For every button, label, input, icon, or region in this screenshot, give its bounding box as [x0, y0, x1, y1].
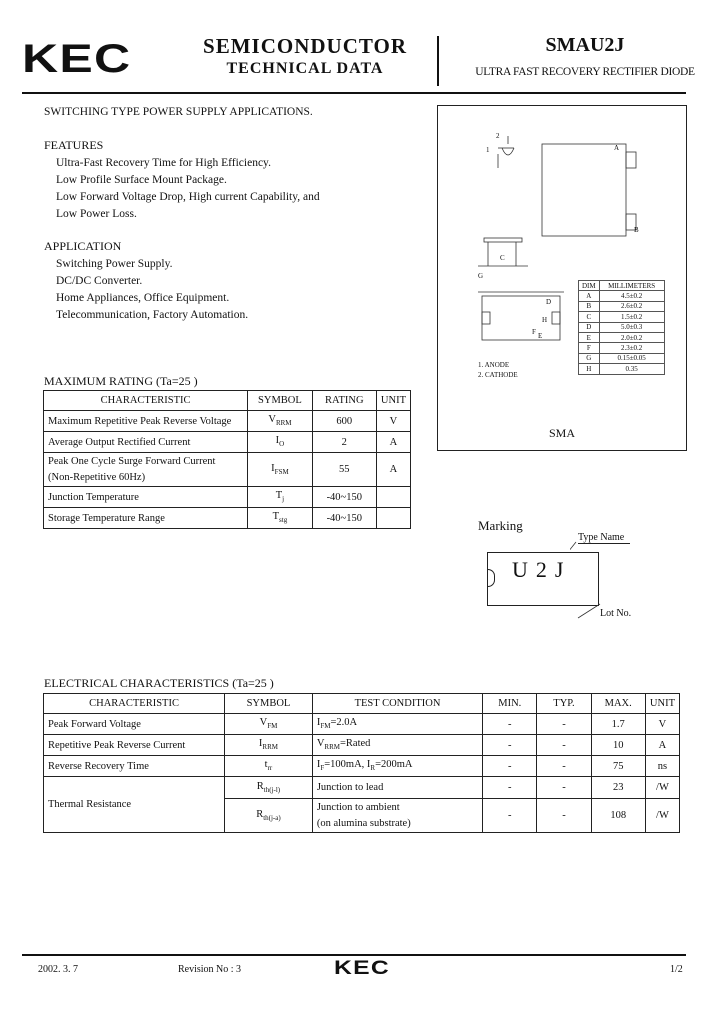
- dim-letter-e: E: [538, 332, 543, 340]
- dimension-table-header: [579, 281, 665, 291]
- dimension-row: G 0.15±0.05: [579, 353, 665, 363]
- dim-letter-d: D: [546, 298, 552, 306]
- features-heading: FEATURES: [44, 138, 104, 152]
- electrical-row-thermal-ambient: $R_{th(j-a)}$ Junction to ambient (on alumina substrate) - - 108 /W: [44, 799, 680, 833]
- footer-rule: [22, 954, 686, 956]
- application-item: Telecommunication, Factory Automation.: [56, 309, 249, 321]
- dim-col-header: DIM: [579, 281, 600, 291]
- footer-page: 1/2: [670, 964, 683, 975]
- mm-col-header: MILLIMETERS: [599, 281, 664, 291]
- feature-item: Low Forward Voltage Drop, High current Capability, and: [56, 191, 320, 203]
- application-item: Switching Power Supply.: [56, 258, 173, 270]
- footer-date: 2002. 3. 7: [38, 964, 78, 975]
- dim-letter-g: G: [478, 272, 484, 280]
- dim-letter-b: B: [634, 226, 639, 234]
- marking-lot-label: Lot No.: [600, 608, 632, 619]
- max-rating-row: Storage Temperature Range $T_{stg}$ -40~150: [44, 508, 411, 529]
- part-number: SMAU2J: [545, 34, 625, 56]
- header-separator: [437, 36, 439, 86]
- electrical-row-thermal-lead: Thermal Resistance $R_{th(j-l)}$ Junction to lead - - 23 /W: [44, 777, 680, 799]
- application-heading: APPLICATION: [44, 239, 122, 253]
- marking-code: U2J: [512, 557, 572, 582]
- electrical-table: [43, 693, 680, 833]
- dimension-row: H 0.35: [579, 364, 665, 374]
- header-rule: [22, 92, 686, 94]
- package-outline-box: [437, 105, 687, 451]
- max-rating-row: Peak One Cycle Surge Forward Current (Non-Repetitive 60Hz) $I_{FSM}$ 55 A: [44, 453, 411, 487]
- pin-legend: 1. ANODE 2. CATHODE: [478, 361, 518, 379]
- dim-letter-h: H: [542, 316, 548, 324]
- part-description: ULTRA FAST RECOVERY RECTIFIER DIODE: [475, 66, 695, 78]
- application-item: Home Appliances, Office Equipment.: [56, 292, 230, 304]
- max-rating-row: Average Output Rectified Current $I_O$ 2 A: [44, 432, 411, 453]
- pin-number-1: 1: [486, 146, 490, 154]
- electrical-row: Repetitive Peak Reverse Current $I_{RRM}$ $V_{RRM}=Rated$ - - 10 A: [44, 735, 680, 756]
- max-rating-heading: MAXIMUM RATING (Ta=25 ): [44, 374, 198, 388]
- max-rating-header-row: CHARACTERISTIC SYMBOL RATING UNIT: [44, 391, 411, 411]
- dimension-row: D 5.0±0.3: [579, 322, 665, 332]
- feature-item: Low Profile Surface Mount Package.: [56, 174, 227, 186]
- feature-item: Ultra-Fast Recovery Time for High Efficiency.: [56, 157, 271, 169]
- kec-logo: KEC: [22, 37, 132, 81]
- dim-letter-f: F: [532, 328, 536, 336]
- application-list: [56, 256, 248, 324]
- dimension-table: [578, 280, 665, 375]
- marking-heading: Marking: [478, 518, 523, 533]
- footer-revision: Revision No : 3: [178, 964, 242, 975]
- application-title: SWITCHING TYPE POWER SUPPLY APPLICATIONS.: [44, 106, 313, 118]
- max-rating-table: [43, 390, 411, 529]
- dimension-row: B 2.6±0.2: [579, 301, 665, 311]
- pin-number-2: 2: [496, 132, 500, 140]
- application-item: DC/DC Converter.: [56, 275, 143, 287]
- electrical-header-row: CHARACTERISTIC SYMBOL TEST CONDITION MIN. TYP. MAX. UNIT: [44, 694, 680, 714]
- max-rating-row: Junction Temperature $T_j$ -40~150: [44, 487, 411, 508]
- footer-kec-logo: KEC: [334, 958, 391, 979]
- marking-type-label: Type Name: [578, 532, 630, 544]
- polarity-notch-icon: [488, 569, 495, 587]
- electrical-heading: ELECTRICAL CHARACTERISTICS (Ta=25 ): [44, 676, 274, 690]
- dimension-row: C 1.5±0.2: [579, 312, 665, 322]
- dim-letter-a: A: [614, 144, 620, 152]
- header-subtitle: TECHNICAL DATA: [226, 60, 384, 77]
- package-drawing: [438, 106, 686, 450]
- max-rating-row: Maximum Repetitive Peak Reverse Voltage $V_{RRM}$ 600 V: [44, 411, 411, 432]
- feature-item: Low Power Loss.: [56, 208, 137, 220]
- features-list: [56, 155, 320, 223]
- electrical-row: Reverse Recovery Time $t_{rr}$ $I_F=100mA$, $I_R=200mA$ - - 75 ns: [44, 756, 680, 777]
- package-name: SMA: [548, 426, 575, 440]
- dimension-row: E 2.0±0.2: [579, 332, 665, 342]
- dimension-row: F 2.3±0.2: [579, 343, 665, 353]
- header-title: SEMICONDUCTOR: [203, 34, 407, 58]
- dimension-row: A 4.5±0.2: [579, 291, 665, 301]
- electrical-row: Peak Forward Voltage $V_{FM}$ $I_{FM}=2.0A$ - - 1.7 V: [44, 714, 680, 735]
- dim-letter-c: C: [500, 254, 505, 262]
